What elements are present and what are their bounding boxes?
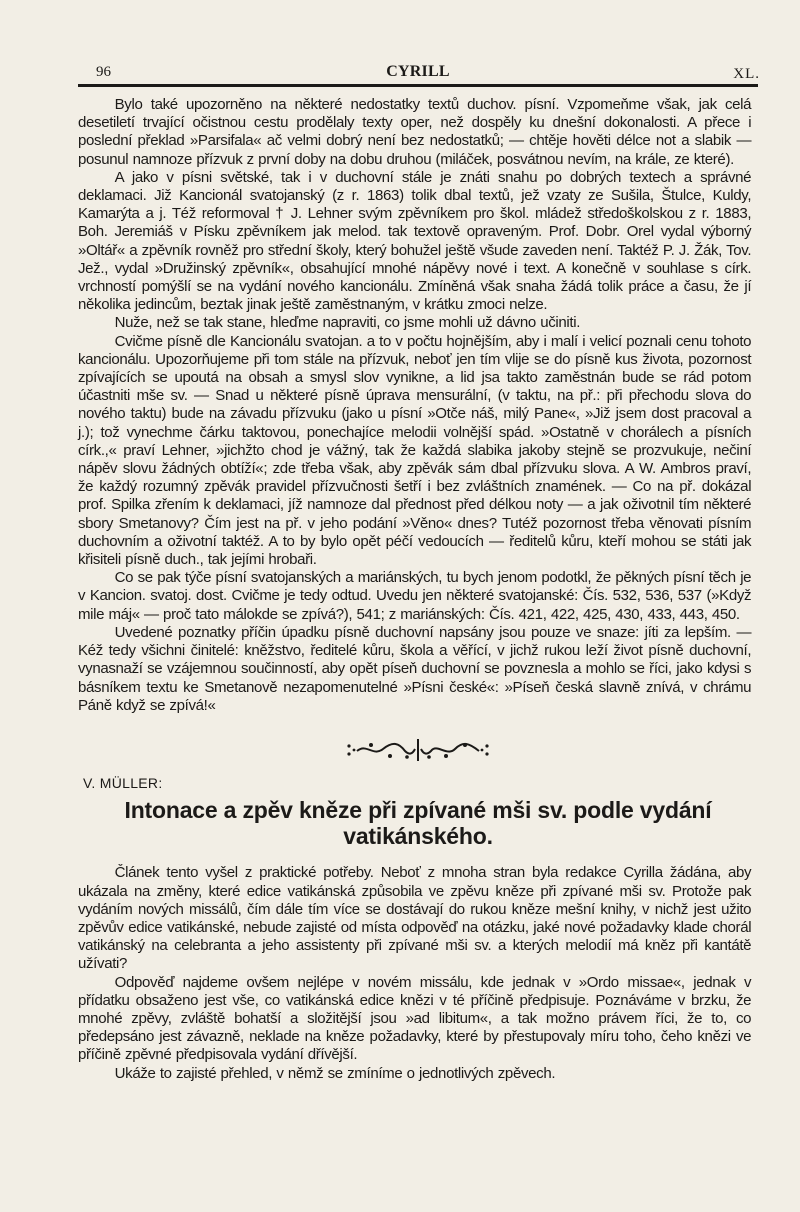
paragraph: Uvedené poznatky příčin úpadku písně duchovní napsány jsou pouze ve snaze: jíti za lepším. — Kéž tedy všichni činitelé: kněžstvo, ředitelé kůru, škola a věřící, v jichž rukou leží život písně duchovní, vynasnaží se vzájemnou součinností, aby opět píseň duchovní se povznesla a mohlo se říci, jako kdysi s básníkem textu ke Smetanově nezapomenutelné »Písni české«: »Píseň česká slavně znívá, v chrámu Páně když se zpívá!« xyxy=(78,623,752,714)
article-body xyxy=(78,864,751,1082)
paragraph: Co se pak týče písní svatojanských a mariánských, tu bych jenom podotkl, že pěkných písní těch je v Kancion. svatoj. dost. Cvičme je tedy odtud. Uvedu jen některé svatojanské: Čís. 532, 536, 537 (»Když mile máj« — proč tato málokde se zpívá?), 541; z mariánských: Čís. 421, 422, 425, 430, 433, 443, 450. xyxy=(78,569,752,623)
running-head xyxy=(78,62,758,84)
decorative-vine-ornament-icon xyxy=(343,737,493,763)
paragraph: Bylo také upozorněno na některé nedostatky textů duchov. písní. Vzpomeňme však, jak celá desetiletí trvající očistnou cestu prodělaly texty oper, než dospěly ku dnešní dokonalosti. A přece i poslední překlad »Parsifala« ač velmi dobrý není bez nedostatků; — chtěje hověti délce not a slabik — posunul namnoze přízvuk z první doby na dobu druhou (miláček, posvátnou nevím, na krále, ze které). xyxy=(78,96,752,168)
paragraph: Cvičme písně dle Kancionálu svatojan. a to v počtu hojnějším, aby i malí i velicí poznali cenu tohoto kancionálu. Upozorňujeme při tom stále na přízvuk, neboť jen tím vlije se do písně kus života, pozornost zpívajících se upoutá na obsah a smysl slov vynikne, a lid jsa takto zaměstnán bude se rád potom účastniti mše sv. — Snad u některé písně úprava mensurální, (v taktu, na př.: při přechodu slova do nového taktu) bude na závadu přízvuku (jako u písní »Otče náš, milý Pane«, »Již jsem dost pracoval a j.); tož vynechme čárku taktovou, ponechajíce melodii volnější spád. »Ostatně v chorálech a písních círk.,« praví Lehner, »jichžto chod je vážný, tak že každá slabika jakoby stejně se prozvukuje, nečiní nápěv slovu žádných obtíží«; zde třeba však, aby zpěvák sám dbal přízvuku slova. A W. Ambros praví, že každý rozumný zpěvák pravidel přízvučnosti šetří i bez zvláštních znamének. — Co na př. dokázal prof. Spilka zřením k deklamaci, jíž namnoze dal přednost před délkou noty — a jak oživotnil tím některé sbory Smetanovy? Čím jest na př. v jeho podání »Věno« dnes? Tutéž pozornost třeba věnovati písním duchovním a oživotní taktéž. A to by bylo opět péčí vedoucích — ředitelů kůru, kteří mohou se státi jak křisiteli písně duch., tak jejími hrobaři. xyxy=(78,332,752,569)
section-body xyxy=(78,96,751,715)
page-number: 96 xyxy=(96,64,111,80)
header-rule xyxy=(78,84,758,87)
article-author: V. MÜLLER: xyxy=(83,774,163,791)
paragraph: Ukáže to zajisté přehled, v němž se zmíníme o jednotlivých zpěvech. xyxy=(114,1064,556,1082)
paragraph: Nuže, než se tak stane, hleďme napraviti, co jsme mohli už dávno učiniti. xyxy=(114,314,581,332)
journal-title: CYRILL xyxy=(386,63,450,80)
paragraph: Článek tento vyšel z praktické potřeby. Neboť z mnoha stran byla redakce Cyrilla žádána, aby ukázala na změny, které edice vatikánská způsobila ve zpěvu kněze při zpívané mši sv. Protože pak vydáním nových missálů, čím dále tím více se dostávají do rukou kněze mešní knihy, v nichž jest užito zpěvův edice vatikánské, nebude zajisté od místa odpověď na otázku, jaké nové požadavky klade chorál vatikánský na celebranta a jeho assistenty při zpívané mši sv. a kterých melodií má kněz při kantátě užívati? xyxy=(78,864,752,973)
document-page xyxy=(78,62,758,1083)
paragraph: A jako v písni světské, tak i v duchovní stále je znáti snahu po dobrých textech a správné deklamaci. Již Kancionál svatojanský (z r. 1863) tolik dbal textů, jež vzaty ze Sušila, Štulce, Kuldy, Kamarýta a j. Též reformoval † J. Lehner svým zpěvníkem pro škol. mládež středoškolskou z r. 1883, Boh. Jeremiáš v Písku zpěvníkem jak melod. tak textově opraveným. Prof. Dobr. Orel vydal výborný »Oltář« a zpěvník rovněž pro střední školy, který bohužel ještě všude zaveden není. Taktéž P. J. Žák, Tov. Jež., vydal »Družinský zpěvník«, obsahující mnohé nápěvy nové i text. A konečně v souhlase s círk. vrchností pomýšlí se na vydání nového kancionálu. Zmíněná však snaha žádá tolik práce a času, že jí několika jedincům, beztak jinak ještě zaměstnaným, v krátku zmoci nelze. xyxy=(78,168,752,314)
volume-number: XL. xyxy=(733,66,760,82)
article-title: Intonace a zpěv kněze při zpívané mši sv. podle vydání vatikánského. xyxy=(124,796,712,849)
paragraph: Odpověď najdeme ovšem nejlépe v novém missálu, kde jednak v »Ordo missae«, jednak v přídatku obsaženo jest vše, co vatikánská edice knězi v té příčině předpisuje. Poznáváme v brzku, že mnohé zpěvy, zvláště bohatší a složitější jsou »ad libitum«, a tak možno právem říci, že to, co předepsáno jest závazně, neklade na kněze požadavky, které by přestupovaly míru toho, čeho knězi ve příčině zpěvné předpisovala vydání dřívější. xyxy=(78,973,752,1064)
